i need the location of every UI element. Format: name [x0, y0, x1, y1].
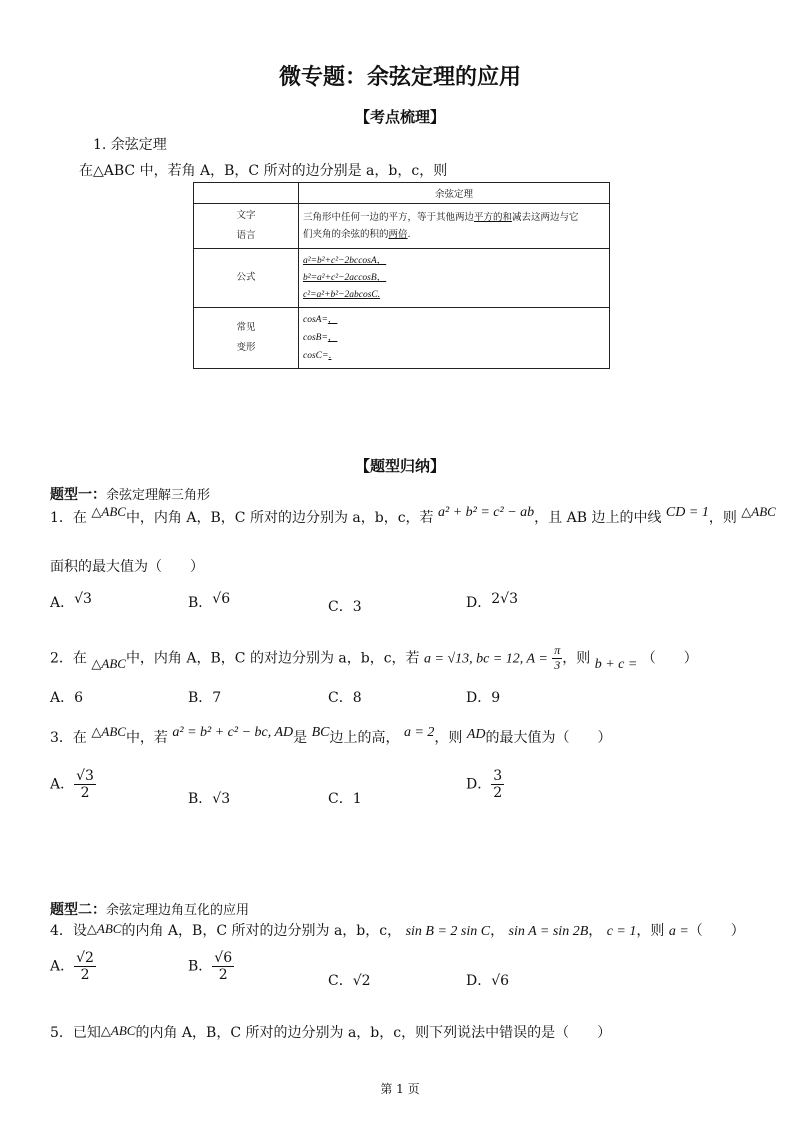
formula-c: c²=a²+b²−2abcosC. — [303, 289, 381, 300]
row-label-text: 文字 语言 — [194, 204, 299, 249]
section-heading-question-types: 【题型归纳】 — [354, 457, 445, 475]
q4-option-d: D．√6 — [466, 973, 510, 989]
table-header: 余弦定理 — [299, 183, 610, 204]
law-of-cosines-table — [193, 182, 610, 369]
q2-pi-over-3: $\frac{\pi}{3}$ — [554, 643, 561, 672]
formula-b: b²=a²+c²−2accosB， — [303, 272, 387, 283]
row-content-formula — [299, 249, 610, 308]
q1-option-b: B．√6 — [188, 591, 231, 611]
variant-cosC: cosC= — [303, 351, 329, 361]
category-desc: 余弦定理解三角形 — [106, 488, 211, 503]
row-label-formula: 公式 — [194, 249, 299, 308]
table-row-variants — [194, 308, 610, 369]
q4-cond-1: sin B = 2 sin C — [405, 924, 491, 939]
q4-cond-3: c = 1 — [606, 924, 637, 939]
row-content-variants: cosA=， cosB=， cosC=. — [299, 308, 610, 369]
point-heading: 1. 余弦定理 — [93, 137, 167, 153]
q3-option-b: B．√3 — [188, 791, 231, 807]
q3-condition: a² = b² + c² − bc, AD — [172, 725, 294, 740]
formula-a: a²=b²+c²−2bccosA， — [303, 255, 387, 266]
q2-option-a: A．6 — [50, 690, 84, 706]
q4-cond-2: sin A = sin 2B — [508, 924, 589, 939]
q4-option-a: A． $\frac{√2}{2}$ — [50, 950, 94, 984]
table-row-formula — [194, 249, 610, 308]
variant-cosB: cosB= — [303, 333, 328, 343]
question-3: 3．在 △ABC中，若 a² = b² + c² − bc, AD是 BC边上的高， a = 2，则 AD的最大值为（ ） — [50, 724, 612, 746]
q2-option-d: D．9 — [466, 690, 501, 706]
category-one — [50, 484, 210, 504]
category-label: 题型一： — [50, 487, 106, 503]
q4-option-c: C．√2 — [328, 973, 371, 989]
section-heading-key-points: 【考点梳理】 — [354, 108, 445, 126]
q2-option-c: C．8 — [328, 690, 362, 706]
table-row-text — [194, 204, 610, 249]
table-header-row — [194, 183, 610, 204]
page-number: 第 1 页 — [380, 1082, 420, 1096]
question-2: 2．在 △ABC中，内角 A，B，C 的对边分别为 a，b，c，若 a = √13, bc = 12, A = $\frac{\pi}{3}$ ，则 b + c = （ ） — [50, 643, 698, 673]
q2-ask: b + c = — [594, 657, 638, 673]
q2-option-b: B．7 — [188, 690, 222, 706]
category-two — [50, 899, 249, 919]
q1-option-d: D．2√3 — [466, 591, 518, 611]
question-1: 1．在 △ABC中，内角 A，B，C 所对的边分别为 a，b，c，若 a² + b² = c² − ab，且 AB 边上的中线 CD = 1，则 △ABC — [50, 504, 776, 526]
q1-option-a: A．√3 — [50, 591, 92, 611]
variant-cosA: cosA= — [303, 315, 328, 325]
q1-option-c: C．3 — [328, 599, 362, 615]
q1-condition: a² + b² = c² − ab — [438, 505, 535, 520]
category-desc: 余弦定理边角互化的应用 — [106, 903, 250, 918]
q2-condition: a = √13, bc = 12, A = — [424, 651, 548, 667]
q3-option-c: C．1 — [328, 791, 362, 807]
q1-median: CD = 1 — [665, 505, 709, 520]
q3-option-a: A． $\frac{√3}{2}$ — [50, 768, 94, 802]
q3-option-d: D． $\frac{3}{2}$ — [466, 768, 503, 802]
page-title: 微专题：余弦定理的应用 — [278, 65, 521, 90]
question-5: 5．已知△ABC的内角 A，B，C 所对的边分别为 a，b，c，则下列说法中错误的是（ ） — [50, 1023, 612, 1041]
question-4: 4．设△ABC的内角 A，B，C 所对的边分别为 a，b，c， sin B = 2 sin C， sin A = sin 2B， c = 1，则 a =（ ） — [50, 921, 745, 939]
question-1-line2: 面积的最大值为（ ） — [50, 559, 204, 575]
category-label: 题型二： — [50, 902, 106, 918]
row-content-text: 三角形中任何一边的平方，等于其他两边平方的和减去这两边与它 们夹角的余弦的积的两倍. — [299, 204, 610, 249]
row-label-variants: 常见 变形 — [194, 308, 299, 369]
q4-option-b: B． $\frac{√6}{2}$ — [188, 950, 233, 984]
point-intro: 在△ABC 中，若角 A，B，C 所对的边分别是 a，b，c，则 — [79, 163, 448, 179]
